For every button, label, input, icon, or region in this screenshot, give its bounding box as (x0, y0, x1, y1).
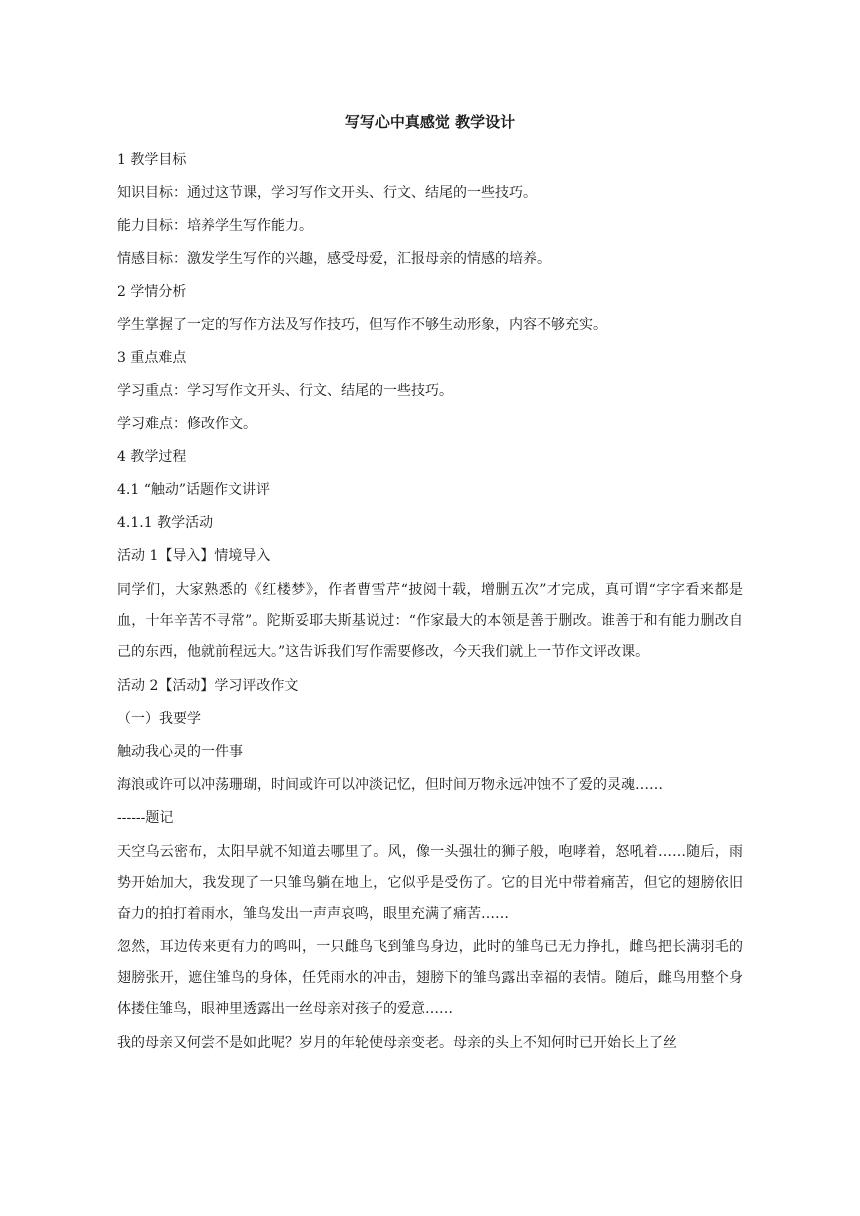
key-point: 学习重点：学习写作文开头、行文、结尾的一些技巧。 (117, 383, 453, 399)
difficult-point: 学习难点：修改作文。 (117, 416, 257, 432)
analysis-text: 学生掌握了一定的写作方法及写作技巧，但写作不够生动形象，内容不够充实。 (117, 317, 607, 333)
document-title: 写写心中真感觉 教学设计 (344, 113, 516, 131)
ability-objective: 能力目标：培养学生写作能力。 (117, 218, 313, 234)
subsection-heading-4-1: 4.1 “触动”话题作文讲评 (117, 482, 271, 498)
essay-paragraph-3: 我的母亲又何尝不是如此呢？岁月的年轮使母亲变老。母亲的头上不知何时已开始长上了丝 (117, 1035, 677, 1051)
section-heading-process: 4 教学过程 (117, 449, 187, 465)
epigraph-label: ------题记 (117, 810, 174, 826)
activity-2-heading: 活动 2【活动】学习评改作文 (117, 678, 299, 694)
essay-paragraph-1: 天空乌云密布，太阳早就不知道去哪里了。风，像一头强壮的狮子般，咆哮着，怒吼着……随后，雨势开始加大，我发现了一只雏鸟躺在地上，它似乎是受伤了。它的目光中带着痛苦，但它的翅膀依旧奋力的拍打着雨水，雏鸟发出一声声哀鸣，眼里充满了痛苦…… (117, 844, 743, 922)
emotion-objective: 情感目标：激发学生写作的兴趣，感受母爱，汇报母亲的情感的培养。 (117, 251, 551, 267)
activity-1-heading: 活动 1【导入】情境导入 (117, 548, 271, 564)
essay-title: 触动我心灵的一件事 (117, 744, 243, 760)
section-heading-analysis: 2 学情分析 (117, 284, 187, 300)
knowledge-objective: 知识目标：通过这节课，学习写作文开头、行文、结尾的一些技巧。 (117, 185, 537, 201)
activity-1-text: 同学们，大家熟悉的《红楼梦》，作者曹雪芹“披阅十载，增删五次”才完成，真可谓“字字看来都是血，十年辛苦不寻常”。陀斯妥耶夫斯基说过：“作家最大的本领是善于删改。谁善于和有能力删改自己的东西，他就前程远大。”这告诉我们写作需要修改，今天我们就上一节作文评改课。 (117, 582, 743, 660)
section-heading-objectives: 1 教学目标 (117, 152, 187, 168)
subsection-heading-4-1-1: 4.1.1 教学活动 (117, 515, 214, 531)
part-1-heading: （一）我要学 (117, 711, 201, 727)
section-heading-key-points: 3 重点难点 (117, 350, 187, 366)
essay-epigraph: 海浪或许可以冲荡珊瑚，时间或许可以冲淡记忆，但时间万物永远冲蚀不了爱的灵魂…… (117, 777, 663, 793)
essay-paragraph-2: 忽然，耳边传来更有力的鸣叫，一只雌鸟飞到雏鸟身边，此时的雏鸟已无力挣扎，雌鸟把长满羽毛的翅膀张开，遮住雏鸟的身体，任凭雨水的冲击，翅膀下的雏鸟露出幸福的表情。随后，雌鸟用整个身体搂住雏鸟，眼神里透露出一丝母亲对孩子的爱意…… (117, 939, 743, 1017)
document-page (117, 112, 743, 1060)
